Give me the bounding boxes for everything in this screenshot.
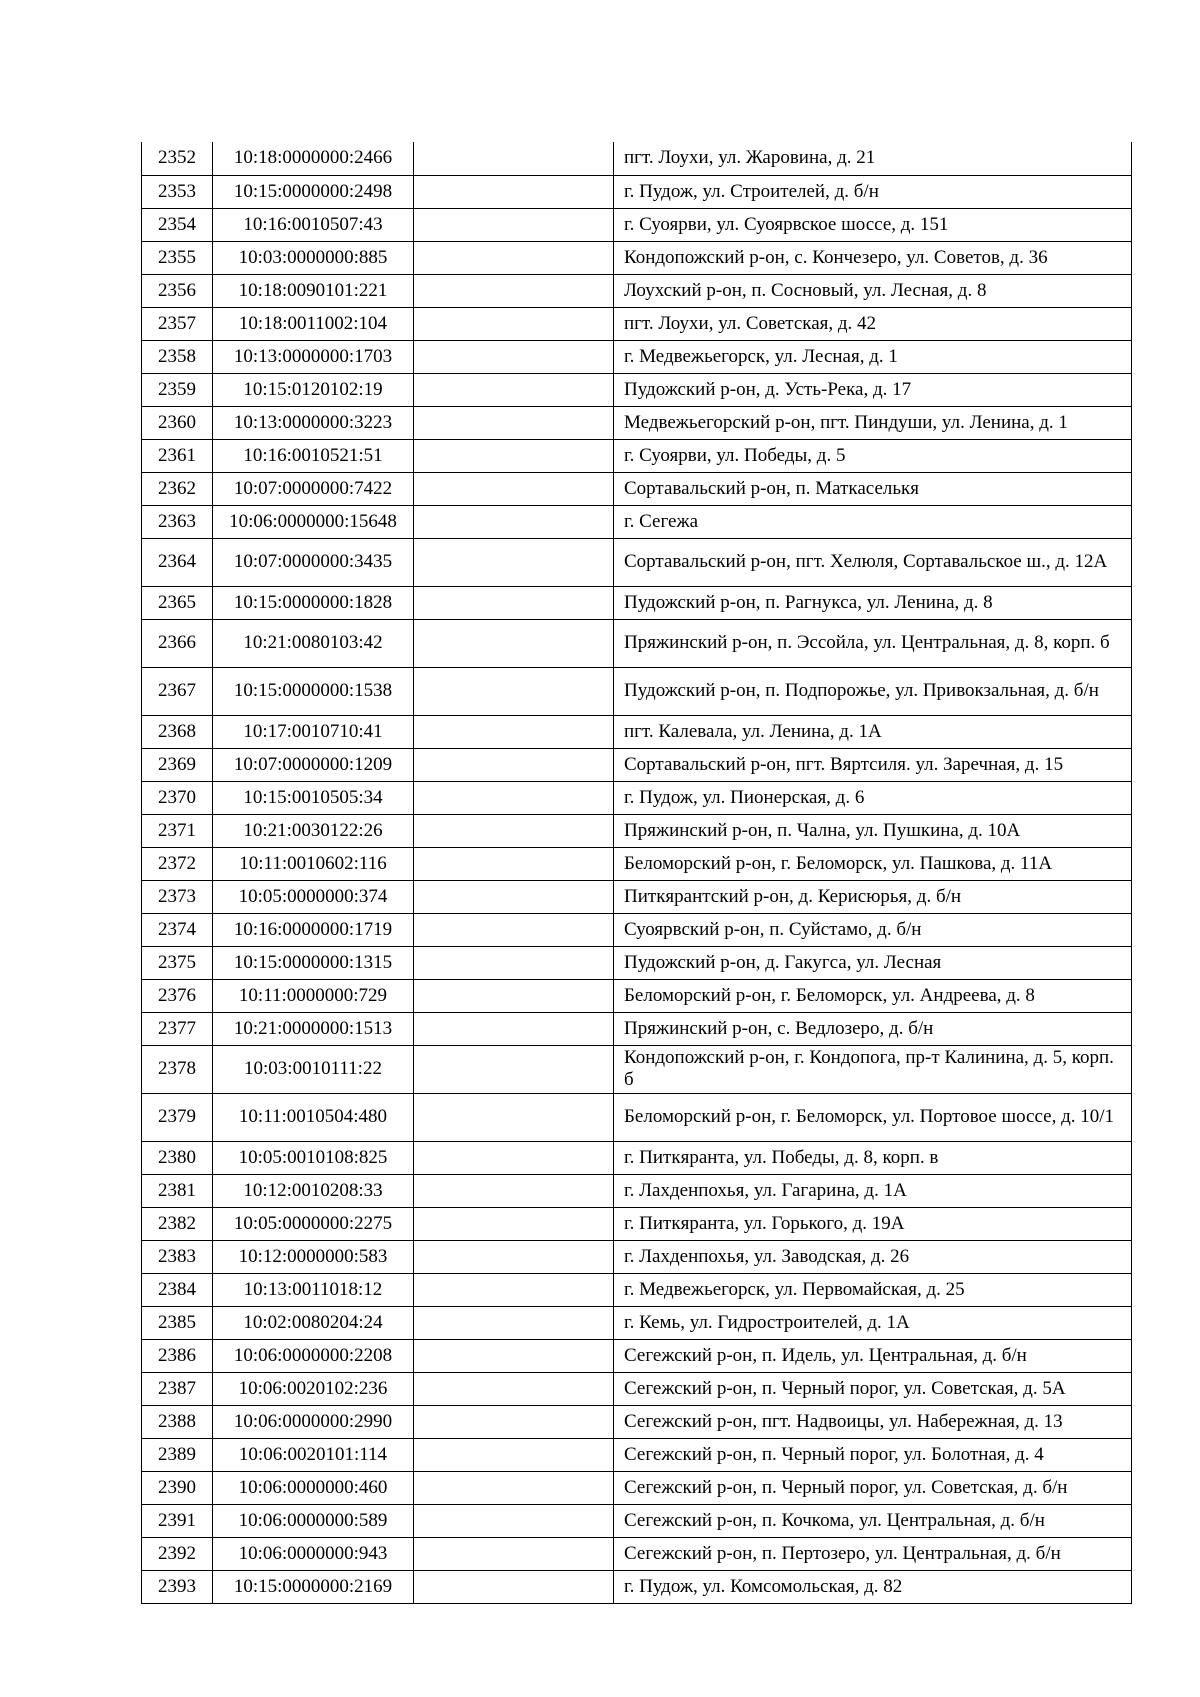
cadastral-number-cell: 10:15:0000000:1538 bbox=[213, 667, 414, 715]
address-cell: г. Пудож, ул. Комсомольская, д. 82 bbox=[614, 1570, 1132, 1603]
empty-cell bbox=[414, 781, 614, 814]
table-row bbox=[142, 1570, 1132, 1603]
table-row bbox=[142, 208, 1132, 241]
table-row bbox=[142, 715, 1132, 748]
row-number-cell: 2356 bbox=[142, 274, 213, 307]
row-number-cell: 2353 bbox=[142, 175, 213, 208]
cadastral-number-cell: 10:06:0000000:2208 bbox=[213, 1339, 414, 1372]
cadastral-number-cell: 10:11:0010602:116 bbox=[213, 847, 414, 880]
cadastral-number-cell: 10:15:0000000:1315 bbox=[213, 946, 414, 979]
cadastral-number-cell: 10:21:0030122:26 bbox=[213, 814, 414, 847]
table-row bbox=[142, 1012, 1132, 1045]
table-row bbox=[142, 1141, 1132, 1174]
address-cell: г. Пудож, ул. Пионерская, д. 6 bbox=[614, 781, 1132, 814]
address-cell: Сортавальский р-он, пгт. Хелюля, Сортавальское ш., д. 12А bbox=[614, 538, 1132, 586]
row-number-cell: 2366 bbox=[142, 619, 213, 667]
cadastral-number-cell: 10:18:0090101:221 bbox=[213, 274, 414, 307]
table-row bbox=[142, 340, 1132, 373]
row-number-cell: 2393 bbox=[142, 1570, 213, 1603]
row-number-cell: 2364 bbox=[142, 538, 213, 586]
row-number-cell: 2391 bbox=[142, 1504, 213, 1537]
cadastral-number-cell: 10:12:0010208:33 bbox=[213, 1174, 414, 1207]
empty-cell bbox=[414, 667, 614, 715]
empty-cell bbox=[414, 1141, 614, 1174]
empty-cell bbox=[414, 1045, 614, 1093]
address-cell: Питкярантский р-он, д. Керисюрья, д. б/н bbox=[614, 880, 1132, 913]
row-number-cell: 2357 bbox=[142, 307, 213, 340]
empty-cell bbox=[414, 1504, 614, 1537]
address-cell: Кондопожский р-он, г. Кондопога, пр-т Калинина, д. 5, корп. б bbox=[614, 1045, 1132, 1093]
table-row bbox=[142, 1273, 1132, 1306]
empty-cell bbox=[414, 619, 614, 667]
table-row bbox=[142, 667, 1132, 715]
address-cell: Сегежский р-он, п. Черный порог, ул. Советская, д. б/н bbox=[614, 1471, 1132, 1504]
table-row bbox=[142, 1504, 1132, 1537]
empty-cell bbox=[414, 340, 614, 373]
row-number-cell: 2386 bbox=[142, 1339, 213, 1372]
table-row bbox=[142, 274, 1132, 307]
table-row bbox=[142, 406, 1132, 439]
cadastral-number-cell: 10:11:0000000:729 bbox=[213, 979, 414, 1012]
address-cell: Сортавальский р-он, пгт. Вяртсиля. ул. Заречная, д. 15 bbox=[614, 748, 1132, 781]
table-row bbox=[142, 1438, 1132, 1471]
address-cell: г. Питкяранта, ул. Горького, д. 19А bbox=[614, 1207, 1132, 1240]
address-cell: Медвежьегорский р-он, пгт. Пиндуши, ул. Ленина, д. 1 bbox=[614, 406, 1132, 439]
address-cell: Беломорский р-он, г. Беломорск, ул. Андреева, д. 8 bbox=[614, 979, 1132, 1012]
address-cell: пгт. Лоухи, ул. Советская, д. 42 bbox=[614, 307, 1132, 340]
cadastral-number-cell: 10:13:0000000:3223 bbox=[213, 406, 414, 439]
table-row bbox=[142, 814, 1132, 847]
address-cell: пгт. Лоухи, ул. Жаровина, д. 21 bbox=[614, 142, 1132, 175]
table-row bbox=[142, 586, 1132, 619]
row-number-cell: 2379 bbox=[142, 1093, 213, 1141]
row-number-cell: 2365 bbox=[142, 586, 213, 619]
empty-cell bbox=[414, 307, 614, 340]
address-cell: г. Медвежьегорск, ул. Лесная, д. 1 bbox=[614, 340, 1132, 373]
cadastral-number-cell: 10:18:0011002:104 bbox=[213, 307, 414, 340]
property-registry-table bbox=[141, 142, 1132, 1604]
row-number-cell: 2382 bbox=[142, 1207, 213, 1240]
empty-cell bbox=[414, 946, 614, 979]
row-number-cell: 2355 bbox=[142, 241, 213, 274]
cadastral-number-cell: 10:13:0000000:1703 bbox=[213, 340, 414, 373]
row-number-cell: 2372 bbox=[142, 847, 213, 880]
cadastral-number-cell: 10:05:0000000:374 bbox=[213, 880, 414, 913]
row-number-cell: 2389 bbox=[142, 1438, 213, 1471]
row-number-cell: 2371 bbox=[142, 814, 213, 847]
cadastral-number-cell: 10:15:0120102:19 bbox=[213, 373, 414, 406]
empty-cell bbox=[414, 715, 614, 748]
address-cell: Лоухский р-он, п. Сосновый, ул. Лесная, д. 8 bbox=[614, 274, 1132, 307]
table-row bbox=[142, 538, 1132, 586]
address-cell: Сегежский р-он, п. Черный порог, ул. Болотная, д. 4 bbox=[614, 1438, 1132, 1471]
row-number-cell: 2387 bbox=[142, 1372, 213, 1405]
row-number-cell: 2358 bbox=[142, 340, 213, 373]
row-number-cell: 2376 bbox=[142, 979, 213, 1012]
cadastral-number-cell: 10:21:0080103:42 bbox=[213, 619, 414, 667]
address-cell: Пудожский р-он, п. Подпорожье, ул. Привокзальная, д. б/н bbox=[614, 667, 1132, 715]
row-number-cell: 2377 bbox=[142, 1012, 213, 1045]
row-number-cell: 2354 bbox=[142, 208, 213, 241]
cadastral-number-cell: 10:12:0000000:583 bbox=[213, 1240, 414, 1273]
cadastral-number-cell: 10:02:0080204:24 bbox=[213, 1306, 414, 1339]
table-row bbox=[142, 847, 1132, 880]
address-cell: г. Суоярви, ул. Суоярвское шоссе, д. 151 bbox=[614, 208, 1132, 241]
cadastral-number-cell: 10:06:0020101:114 bbox=[213, 1438, 414, 1471]
table-row bbox=[142, 1045, 1132, 1093]
address-cell: г. Сегежа bbox=[614, 505, 1132, 538]
cadastral-number-cell: 10:03:0000000:885 bbox=[213, 241, 414, 274]
row-number-cell: 2363 bbox=[142, 505, 213, 538]
empty-cell bbox=[414, 748, 614, 781]
address-cell: г. Лахденпохья, ул. Гагарина, д. 1А bbox=[614, 1174, 1132, 1207]
address-cell: г. Кемь, ул. Гидростроителей, д. 1А bbox=[614, 1306, 1132, 1339]
address-cell: Сегежский р-он, п. Кочкома, ул. Центральная, д. б/н bbox=[614, 1504, 1132, 1537]
address-cell: г. Медвежьегорск, ул. Первомайская, д. 25 bbox=[614, 1273, 1132, 1306]
empty-cell bbox=[414, 241, 614, 274]
table-row bbox=[142, 979, 1132, 1012]
address-cell: Пудожский р-он, п. Рагнукса, ул. Ленина, д. 8 bbox=[614, 586, 1132, 619]
cadastral-number-cell: 10:15:0000000:2169 bbox=[213, 1570, 414, 1603]
address-cell: Кондопожский р-он, с. Кончезеро, ул. Советов, д. 36 bbox=[614, 241, 1132, 274]
empty-cell bbox=[414, 1339, 614, 1372]
address-cell: Пряжинский р-он, п. Эссойла, ул. Центральная, д. 8, корп. б bbox=[614, 619, 1132, 667]
empty-cell bbox=[414, 1570, 614, 1603]
row-number-cell: 2383 bbox=[142, 1240, 213, 1273]
cadastral-number-cell: 10:18:0000000:2466 bbox=[213, 142, 414, 175]
row-number-cell: 2385 bbox=[142, 1306, 213, 1339]
table-row bbox=[142, 1537, 1132, 1570]
cadastral-number-cell: 10:16:0010507:43 bbox=[213, 208, 414, 241]
empty-cell bbox=[414, 472, 614, 505]
table-row bbox=[142, 241, 1132, 274]
row-number-cell: 2368 bbox=[142, 715, 213, 748]
cadastral-number-cell: 10:21:0000000:1513 bbox=[213, 1012, 414, 1045]
table-row bbox=[142, 175, 1132, 208]
table-row bbox=[142, 1471, 1132, 1504]
row-number-cell: 2369 bbox=[142, 748, 213, 781]
address-cell: Сегежский р-он, п. Идель, ул. Центральная, д. б/н bbox=[614, 1339, 1132, 1372]
empty-cell bbox=[414, 847, 614, 880]
empty-cell bbox=[414, 586, 614, 619]
row-number-cell: 2380 bbox=[142, 1141, 213, 1174]
cadastral-number-cell: 10:06:0020102:236 bbox=[213, 1372, 414, 1405]
address-cell: Сегежский р-он, п. Пертозеро, ул. Центральная, д. б/н bbox=[614, 1537, 1132, 1570]
empty-cell bbox=[414, 814, 614, 847]
empty-cell bbox=[414, 1273, 614, 1306]
empty-cell bbox=[414, 208, 614, 241]
empty-cell bbox=[414, 1306, 614, 1339]
address-cell: Пряжинский р-он, с. Ведлозеро, д. б/н bbox=[614, 1012, 1132, 1045]
address-cell: Пряжинский р-он, п. Чална, ул. Пушкина, д. 10А bbox=[614, 814, 1132, 847]
empty-cell bbox=[414, 1207, 614, 1240]
address-cell: г. Питкяранта, ул. Победы, д. 8, корп. в bbox=[614, 1141, 1132, 1174]
cadastral-number-cell: 10:07:0000000:1209 bbox=[213, 748, 414, 781]
address-cell: Сегежский р-он, пгт. Надвоицы, ул. Набережная, д. 13 bbox=[614, 1405, 1132, 1438]
table-row bbox=[142, 880, 1132, 913]
cadastral-number-cell: 10:11:0010504:480 bbox=[213, 1093, 414, 1141]
table-row bbox=[142, 1339, 1132, 1372]
cadastral-number-cell: 10:07:0000000:3435 bbox=[213, 538, 414, 586]
row-number-cell: 2381 bbox=[142, 1174, 213, 1207]
cadastral-number-cell: 10:15:0010505:34 bbox=[213, 781, 414, 814]
row-number-cell: 2359 bbox=[142, 373, 213, 406]
cadastral-number-cell: 10:05:0010108:825 bbox=[213, 1141, 414, 1174]
empty-cell bbox=[414, 538, 614, 586]
table-row bbox=[142, 748, 1132, 781]
row-number-cell: 2360 bbox=[142, 406, 213, 439]
cadastral-number-cell: 10:06:0000000:2990 bbox=[213, 1405, 414, 1438]
empty-cell bbox=[414, 1405, 614, 1438]
row-number-cell: 2367 bbox=[142, 667, 213, 715]
cadastral-number-cell: 10:15:0000000:2498 bbox=[213, 175, 414, 208]
row-number-cell: 2375 bbox=[142, 946, 213, 979]
row-number-cell: 2390 bbox=[142, 1471, 213, 1504]
cadastral-number-cell: 10:05:0000000:2275 bbox=[213, 1207, 414, 1240]
table-row bbox=[142, 1240, 1132, 1273]
address-cell: г. Суоярви, ул. Победы, д. 5 bbox=[614, 439, 1132, 472]
address-cell: Сегежский р-он, п. Черный порог, ул. Советская, д. 5А bbox=[614, 1372, 1132, 1405]
table-row bbox=[142, 1207, 1132, 1240]
empty-cell bbox=[414, 880, 614, 913]
empty-cell bbox=[414, 979, 614, 1012]
address-cell: Беломорский р-он, г. Беломорск, ул. Пашкова, д. 11А bbox=[614, 847, 1132, 880]
cadastral-number-cell: 10:16:0010521:51 bbox=[213, 439, 414, 472]
row-number-cell: 2384 bbox=[142, 1273, 213, 1306]
address-cell: г. Лахденпохья, ул. Заводская, д. 26 bbox=[614, 1240, 1132, 1273]
table-row bbox=[142, 142, 1132, 175]
table-row bbox=[142, 1174, 1132, 1207]
table-row bbox=[142, 781, 1132, 814]
table-row bbox=[142, 373, 1132, 406]
cadastral-number-cell: 10:15:0000000:1828 bbox=[213, 586, 414, 619]
row-number-cell: 2392 bbox=[142, 1537, 213, 1570]
table-row bbox=[142, 1372, 1132, 1405]
address-cell: Пудожский р-он, д. Гакугса, ул. Лесная bbox=[614, 946, 1132, 979]
cadastral-number-cell: 10:13:0011018:12 bbox=[213, 1273, 414, 1306]
row-number-cell: 2388 bbox=[142, 1405, 213, 1438]
row-number-cell: 2374 bbox=[142, 913, 213, 946]
empty-cell bbox=[414, 1240, 614, 1273]
table-row bbox=[142, 1405, 1132, 1438]
table-row bbox=[142, 307, 1132, 340]
empty-cell bbox=[414, 505, 614, 538]
empty-cell bbox=[414, 1372, 614, 1405]
address-cell: г. Пудож, ул. Строителей, д. б/н bbox=[614, 175, 1132, 208]
address-cell: Пудожский р-он, д. Усть-Река, д. 17 bbox=[614, 373, 1132, 406]
cadastral-number-cell: 10:07:0000000:7422 bbox=[213, 472, 414, 505]
empty-cell bbox=[414, 175, 614, 208]
table-row bbox=[142, 439, 1132, 472]
table-row bbox=[142, 505, 1132, 538]
cadastral-number-cell: 10:06:0000000:15648 bbox=[213, 505, 414, 538]
table-row bbox=[142, 913, 1132, 946]
row-number-cell: 2361 bbox=[142, 439, 213, 472]
empty-cell bbox=[414, 142, 614, 175]
table-row bbox=[142, 946, 1132, 979]
cadastral-number-cell: 10:06:0000000:589 bbox=[213, 1504, 414, 1537]
empty-cell bbox=[414, 1174, 614, 1207]
row-number-cell: 2370 bbox=[142, 781, 213, 814]
cadastral-number-cell: 10:16:0000000:1719 bbox=[213, 913, 414, 946]
empty-cell bbox=[414, 1438, 614, 1471]
table-row bbox=[142, 619, 1132, 667]
registry-table-body bbox=[142, 142, 1132, 1603]
row-number-cell: 2352 bbox=[142, 142, 213, 175]
row-number-cell: 2378 bbox=[142, 1045, 213, 1093]
address-cell: пгт. Калевала, ул. Ленина, д. 1А bbox=[614, 715, 1132, 748]
address-cell: Беломорский р-он, г. Беломорск, ул. Портовое шоссе, д. 10/1 bbox=[614, 1093, 1132, 1141]
address-cell: Суоярвский р-он, п. Суйстамо, д. б/н bbox=[614, 913, 1132, 946]
empty-cell bbox=[414, 406, 614, 439]
empty-cell bbox=[414, 913, 614, 946]
cadastral-number-cell: 10:06:0000000:943 bbox=[213, 1537, 414, 1570]
row-number-cell: 2373 bbox=[142, 880, 213, 913]
table-row bbox=[142, 1306, 1132, 1339]
address-cell: Сортавальский р-он, п. Маткаселькя bbox=[614, 472, 1132, 505]
empty-cell bbox=[414, 373, 614, 406]
empty-cell bbox=[414, 1012, 614, 1045]
empty-cell bbox=[414, 274, 614, 307]
empty-cell bbox=[414, 1537, 614, 1570]
table-row bbox=[142, 1093, 1132, 1141]
empty-cell bbox=[414, 1471, 614, 1504]
empty-cell bbox=[414, 439, 614, 472]
row-number-cell: 2362 bbox=[142, 472, 213, 505]
cadastral-number-cell: 10:06:0000000:460 bbox=[213, 1471, 414, 1504]
cadastral-number-cell: 10:03:0010111:22 bbox=[213, 1045, 414, 1093]
cadastral-number-cell: 10:17:0010710:41 bbox=[213, 715, 414, 748]
empty-cell bbox=[414, 1093, 614, 1141]
table-row bbox=[142, 472, 1132, 505]
